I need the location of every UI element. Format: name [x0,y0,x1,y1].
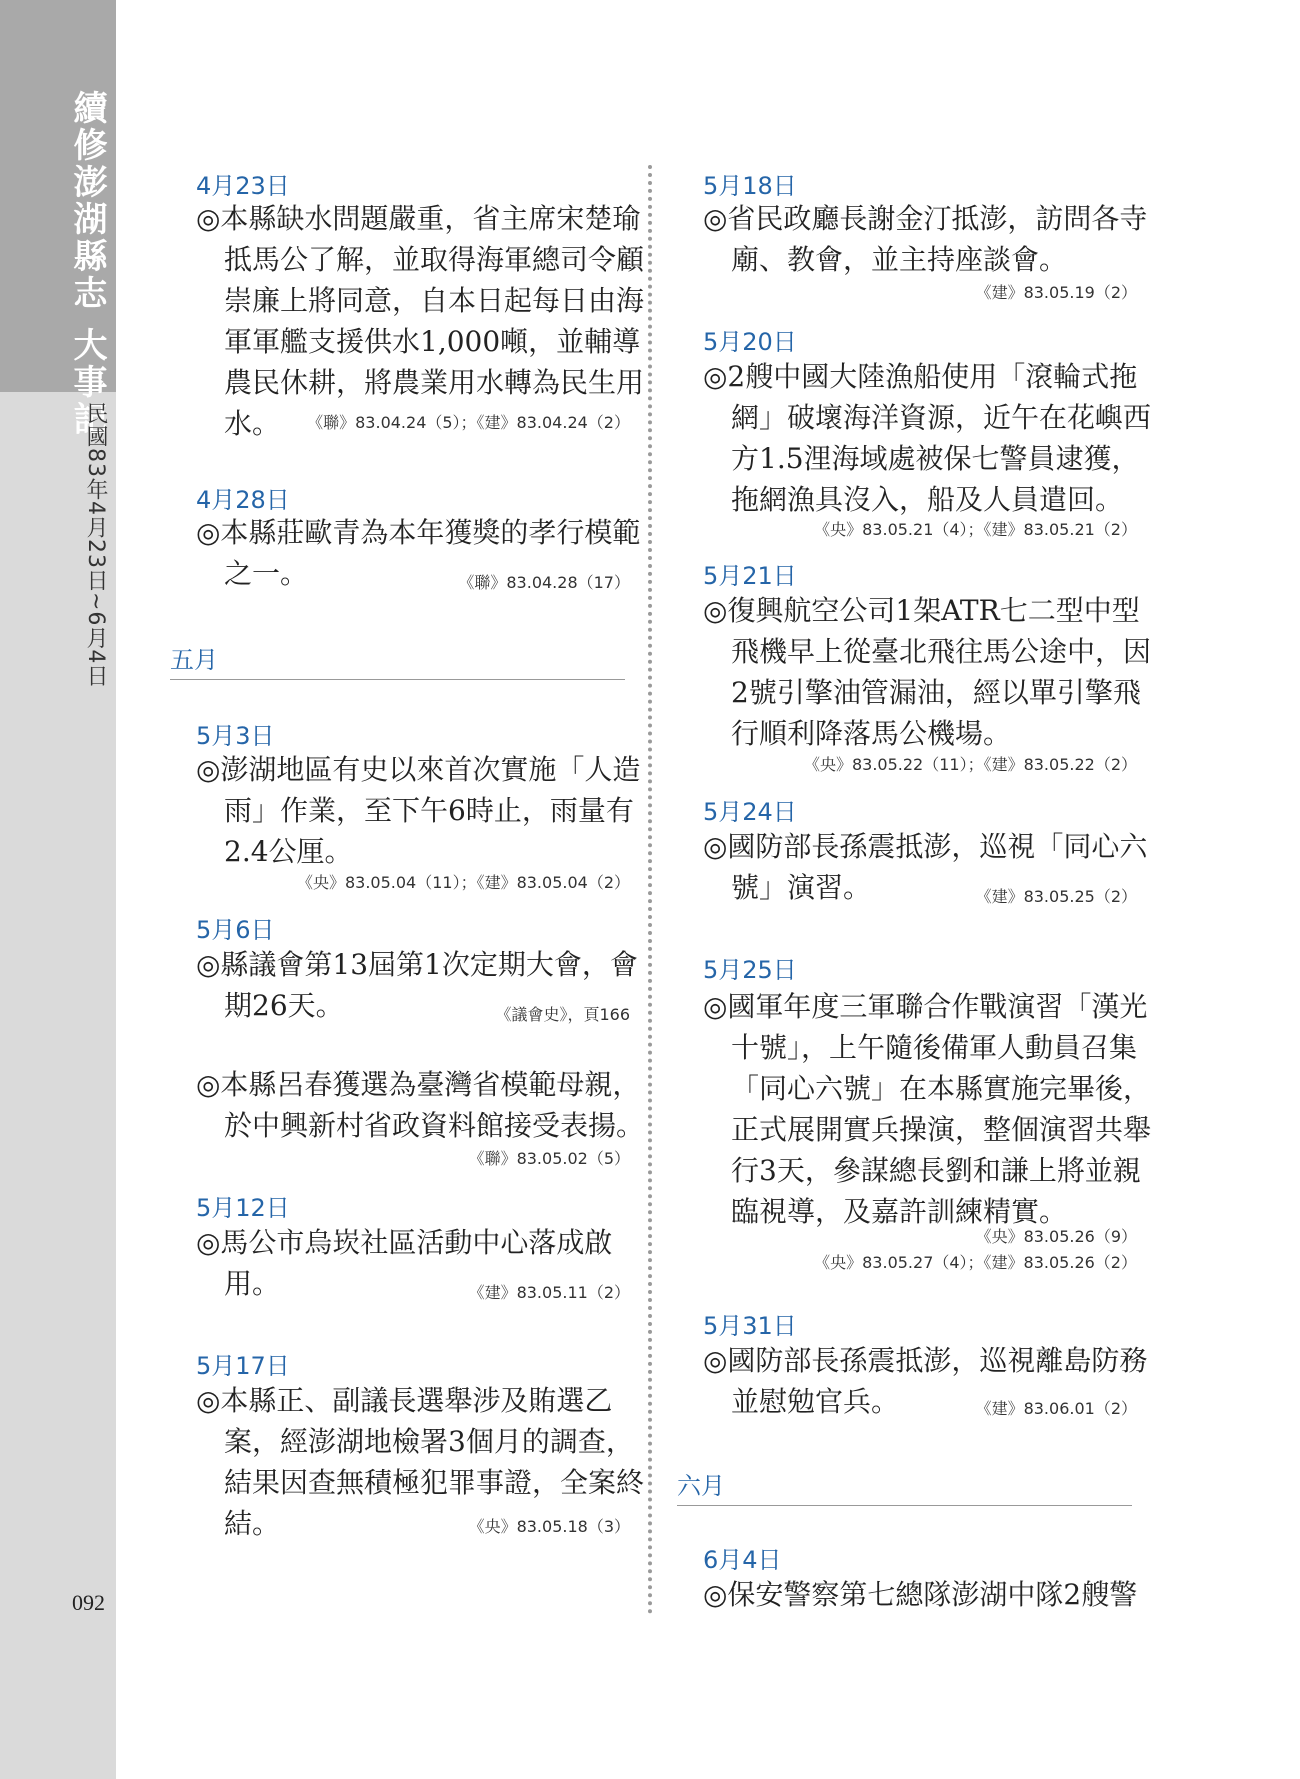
date-heading: 4月28日 [196,486,290,514]
month-heading-june: 六月 [677,1466,1132,1506]
source-citation: 《建》83.05.25（2） [975,887,1137,906]
entry-text: ◎國防部長孫震抵澎，巡視「同心六號」演習。 [703,830,1148,904]
entry-text: ◎國軍年度三軍聯合作戰演習「漢光十號」，上午隨後備軍人動員召集「同心六號」在本縣實施完畢後，正式展開實兵操演，整個演習共舉行3天，參謀總長劉和謙上將並親臨視導，及嘉許訓練精實。 [703,990,1152,1228]
month-heading-may: 五月 [170,640,625,680]
date-heading: 5月20日 [703,328,797,356]
date-heading: 5月31日 [703,1312,797,1340]
date-heading: 5月6日 [196,916,275,944]
entry-text: ◎本縣缺水問題嚴重，省主席宋楚瑜抵馬公了解，並取得海軍總司令顧崇廉上將同意，自本日起每日由海軍軍艦支援供水1,000噸，並輔導農民休耕，將農業用水轉為民生用水。 [196,202,645,440]
date-heading: 5月17日 [196,1352,290,1380]
entry-text: ◎本縣正、副議長選舉涉及賄選乙案，經澎湖地檢署3個月的調查，結果因查無積極犯罪事證，全案終結。 [196,1384,645,1540]
entry-text: ◎澎湖地區有史以來首次實施「人造雨」作業，至下午6時止，雨量有2.4公厘。 [196,753,641,868]
source-citation: 《議會史》，頁166 [495,1005,630,1024]
date-heading: 5月12日 [196,1194,290,1222]
entry-text: ◎本縣莊歐青為本年獲獎的孝行模範之一。 [196,516,641,590]
source-citation: 《央》83.05.18（3） [468,1517,630,1536]
page-number: 092 [72,1590,105,1615]
source-citation: 《聯》83.04.24（5）；《建》83.04.24（2） [307,413,630,432]
entry-text: ◎馬公市烏崁社區活動中心落成啟用。 [196,1226,613,1300]
source-citation: 《建》83.05.11（2） [468,1283,630,1302]
source-citation: 《央》83.05.26（9） [975,1227,1137,1246]
date-heading: 6月4日 [703,1546,782,1574]
entry-text: ◎省民政廳長謝金汀抵澎，訪問各寺廟、教會，並主持座談會。 [703,202,1148,276]
source-citation: 《聯》83.04.28（17） [458,573,630,592]
source-citation: 《央》83.05.22（11）；《建》83.05.22（2） [803,755,1137,774]
date-heading: 5月25日 [703,956,797,984]
entry-text: ◎保安警察第七總隊澎湖中隊2艘警 [703,1578,1138,1611]
date-heading: 5月3日 [196,722,275,750]
source-citation: 《建》83.06.01（2） [975,1399,1137,1418]
source-citation: 《建》83.05.19（2） [975,283,1137,302]
sidebar [0,0,116,1779]
source-citation: 《央》83.05.21（4）；《建》83.05.21（2） [814,520,1137,539]
date-heading: 5月21日 [703,562,797,590]
date-heading: 4月23日 [196,172,290,200]
source-citation: 《央》83.05.27（4）；《建》83.05.26（2） [814,1253,1137,1272]
entry-text: ◎縣議會第13屆第1次定期大會，會期26天。 [196,948,638,1022]
entry-text: ◎國防部長孫震抵澎，巡視離島防務並慰勉官兵。 [703,1344,1148,1418]
date-range: 民國83年4月23日~6月4日 [83,402,108,688]
source-citation: 《央》83.05.04（11）；《建》83.05.04（2） [296,873,630,892]
entry-text: ◎復興航空公司1架ATR七二型中型飛機早上從臺北飛往馬公途中，因2號引擎油管漏油，經以單引擎飛行順利降落馬公機場。 [703,594,1152,750]
entry-text: ◎本縣呂春獲選為臺灣省模範母親，於中興新村省政資料館接受表揚。 [196,1068,645,1142]
book-title: 續修澎湖縣志 大事記 [67,90,107,438]
entry-text: ◎2艘中國大陸漁船使用「滾輪式拖網」破壞海洋資源，近午在花嶼西方1.5浬海域處被保七警員逮獲，拖網漁具沒入，船及人員遣回。 [703,360,1152,516]
date-heading: 5月18日 [703,172,797,200]
source-citation: 《聯》83.05.02（5） [468,1149,630,1168]
date-heading: 5月24日 [703,798,797,826]
